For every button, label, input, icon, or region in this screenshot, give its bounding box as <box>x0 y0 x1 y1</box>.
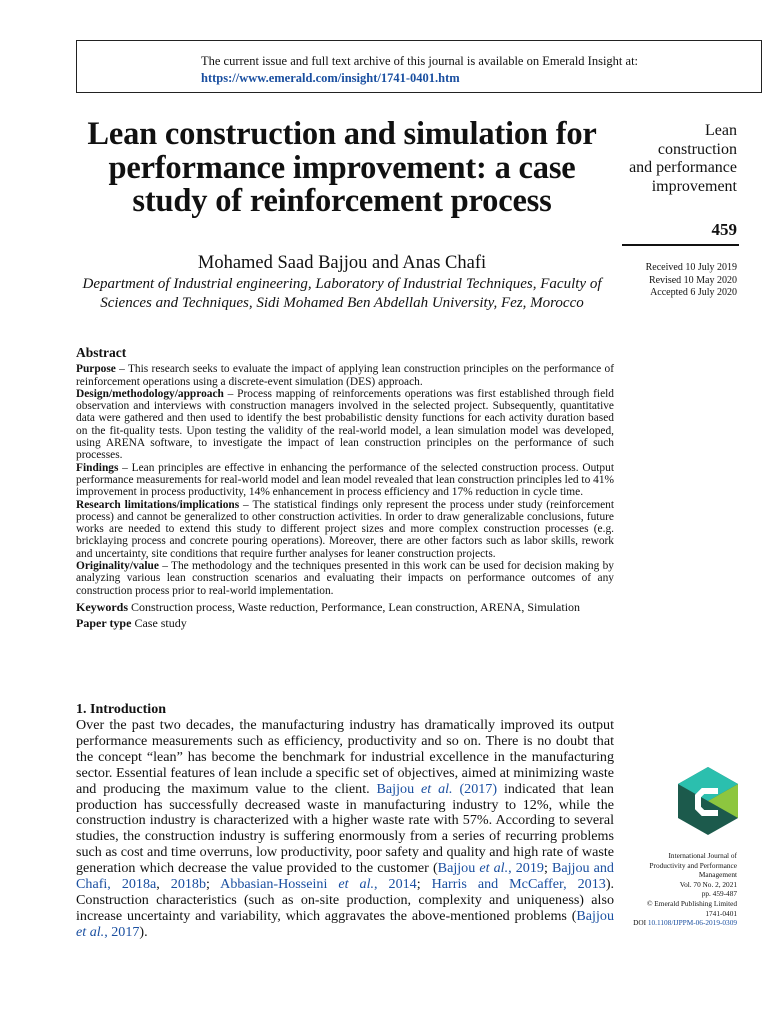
section-label: Originality/value <box>76 560 159 573</box>
running-head-line: construction <box>657 140 737 158</box>
section-text: – This research seeks to evaluate the impact of applying lean construction principles on the performance of reinforcement operations using a discrete-event simulation (DES) approach. <box>76 363 614 388</box>
introduction-paragraph <box>76 718 614 941</box>
paragraph-text: ; <box>416 876 432 893</box>
doi-link[interactable]: 10.1108/IJPPM-06-2019-0309 <box>647 918 737 928</box>
citation-link[interactable]: Harris and McCaffer, 2013 <box>431 876 606 893</box>
running-head-rule <box>622 244 739 246</box>
article-dates <box>646 262 737 300</box>
citation-link[interactable]: 2018b <box>170 876 207 893</box>
citation-link[interactable]: , 2014 <box>374 876 417 893</box>
notice-text: The current issue and full text archive of this journal is available on Emerald Insight at: <box>201 54 639 68</box>
accepted-date: Accepted 6 July 2020 <box>650 287 737 298</box>
paragraph-text: ; <box>206 876 221 893</box>
running-head-line: and performance <box>629 159 737 176</box>
section-label: Findings <box>76 461 119 474</box>
journal-issn: 1741-0401 <box>705 908 737 918</box>
keywords-text: Construction process, Waste reduction, Performance, Lean construction, ARENA, Simulation <box>131 599 581 614</box>
abstract-originality <box>76 560 614 597</box>
abstract-heading: Abstract <box>76 345 127 360</box>
keywords <box>76 599 614 615</box>
paragraph-text: ; <box>543 860 552 877</box>
journal-pages: pp. 459-487 <box>701 889 737 899</box>
citation-link[interactable]: , 2017 <box>104 923 140 940</box>
running-head-line: improvement <box>651 177 737 195</box>
section-heading: 1. Introduction <box>76 702 166 717</box>
crossmark-logo[interactable] <box>676 765 740 837</box>
article-authors: Mohamed Saad Bajjou and Anas Chafi <box>197 253 487 273</box>
journal-volume: Vol. 70 No. 2, 2021 <box>679 879 737 889</box>
journal-line: Productivity and Performance <box>649 860 737 870</box>
journal-line: Management <box>698 870 737 880</box>
section-label: Research limitations/implications <box>76 498 240 511</box>
abstract-purpose <box>76 363 614 388</box>
paragraph-text: ). <box>139 923 148 940</box>
journal-url-link[interactable]: https://www.emerald.com/insight/1741-0401.htm <box>201 71 460 85</box>
keywords-label: Keywords <box>76 599 128 614</box>
citation-link[interactable]: , 2019 <box>508 860 544 877</box>
citation-link[interactable]: et al. <box>338 876 375 893</box>
citation-link[interactable]: et al. <box>479 860 509 877</box>
citation-link[interactable]: Bajjou <box>437 860 480 877</box>
citation-link[interactable]: Bajjou and Chafi, 2018a <box>76 860 614 893</box>
page-number: 459 <box>711 220 737 239</box>
section-text: – Lean principles are effective in enhancing the performance of the selected construction process. Output performance measurements for real-world model and lean model revealed that lean construction principles led to 41% improvement in process productivity, 14% enhancement in process efficiency and 17% reduction in cycle time. <box>76 461 615 499</box>
paragraph-text: Over the past two decades, the manufacturing industry has dramatically improved its output performance measurements such as efficiency, productivity and so on. There is no doubt that the concept “lean” has become the benchmark for industrial excellence in the manufacturing sector. Essential features of lean include a specific set of objectives, aimed at minimizing waste and producing the maximum value to the client. <box>76 717 614 797</box>
citation-link[interactable]: Abbasian-Hosseini <box>220 876 339 893</box>
paragraph-text: indicated that lean production has successfully decreased waste in manufacturing industry to 12%, while the construction industry is characterized with a higher waste rate with 57%. According to several studies, the construction industry is suffering enormously from a series of recurring problems such as cost and time overruns, low productivity, poor safety and quality and high rate of waste generation which decrease the value provided to the customer ( <box>76 780 614 877</box>
citation-link[interactable]: et al. <box>421 780 453 797</box>
journal-notice-box <box>76 40 762 93</box>
paragraph-text: ). Construction characteristics (such as on-site production, complexity and uniqueness) also increase uncertainty and variability, which aggravates the above-mentioned problems ( <box>76 876 615 924</box>
citation-link[interactable]: (2017) <box>452 780 498 797</box>
article-title: Lean construction and simulation for performance improvement: a case study of reinforcement process <box>87 116 597 219</box>
abstract-findings <box>76 462 614 499</box>
citation-link[interactable]: Bajjou <box>376 780 422 797</box>
journal-line: International Journal of <box>668 851 737 860</box>
received-date: Received 10 July 2019 <box>645 262 737 273</box>
doi-label: DOI <box>633 918 648 928</box>
author-affiliation: Department of Industrial engineering, Laboratory of Industrial Techniques, Faculty of Sciences and Techniques, Sidi Mohamed Ben Abdellah University, Fez, Morocco <box>82 276 602 311</box>
abstract-limitations <box>76 499 614 560</box>
section-label: Design/methodology/approach <box>76 387 224 400</box>
journal-doi <box>607 918 737 928</box>
paper-type-label: Paper type <box>76 615 132 630</box>
section-text: – The statistical findings only represent the process under study (reinforcement process) and cannot be generalized to other construction activities. In order to draw generalizable conclusions, future works are needed to extend this study to different project sizes and more complex construction processes (e.g. bricklaying process and concrete pouring operations). Moreover, there are other factors such as labor skills, rework and uncertainty, site conditions that require further analyses for leaner construction projects. <box>76 498 614 560</box>
paper-type <box>76 615 614 631</box>
citation-link[interactable]: et al. <box>76 923 105 940</box>
section-label: Purpose <box>76 363 116 376</box>
abstract <box>76 347 614 631</box>
paper-type-text: Case study <box>134 615 187 630</box>
running-head <box>587 122 737 196</box>
introduction-section <box>76 702 614 941</box>
running-head-line: Lean <box>705 122 737 139</box>
section-text: – Process mapping of reinforcements operations was first established through field observation and interviews with construction managers involved in the selected project. Subsequently, quantitative data were gathered and then used to identify the best probabilistic density functions for each activity duration based on the fit-quality tests. Upon testing the validity of the real-world model, a lean simulation model was developed, using ARENA software, to investigate the impact of lean construction principles on the performance of such processes. <box>76 387 614 462</box>
citation-link[interactable]: Bajjou <box>576 907 614 924</box>
journal-info <box>607 851 737 928</box>
revised-date: Revised 10 May 2020 <box>648 274 737 286</box>
abstract-design <box>76 388 614 462</box>
journal-publisher: © Emerald Publishing Limited <box>646 898 737 908</box>
paragraph-text: , <box>156 876 171 893</box>
section-text: – The methodology and the techniques presented in this work can be used for decision making by analyzing various lean construction scenarios and evaluating their impacts on performance outcomes of any construction process prior to real-world implementation. <box>76 560 614 597</box>
